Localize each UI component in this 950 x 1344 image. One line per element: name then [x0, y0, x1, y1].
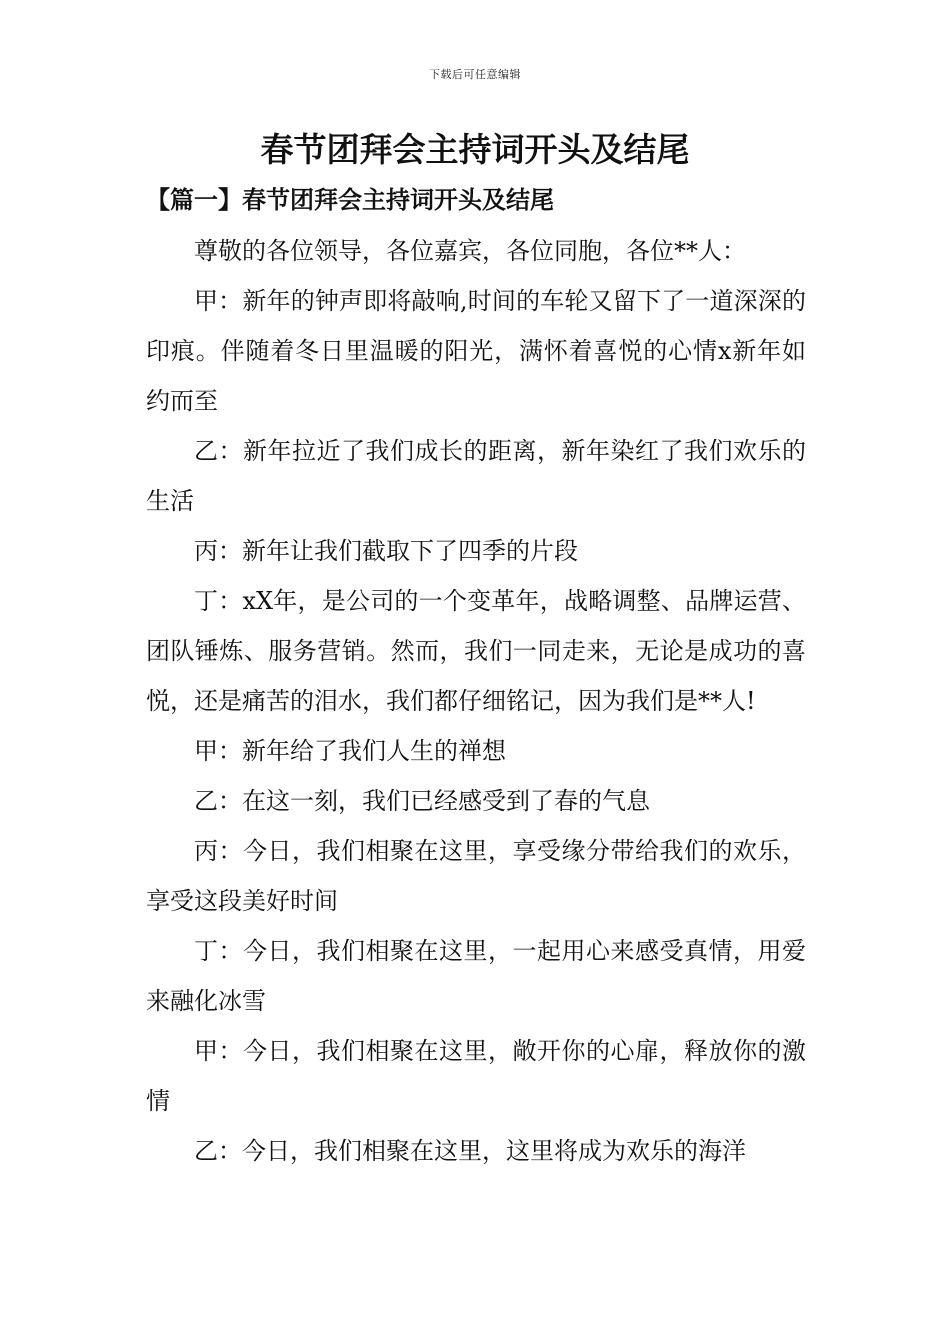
paragraph: 乙：新年拉近了我们成长的距离，新年染红了我们欢乐的生活: [146, 437, 806, 515]
document-title: 春节团拜会主持词开头及结尾: [260, 130, 690, 169]
section-heading: 【篇一】春节团拜会主持词开头及结尾: [146, 185, 554, 214]
paragraph: 甲：新年给了我们人生的禅想: [194, 737, 506, 765]
paragraph: 丁：xX年，是公司的一个变革年，战略调整、品牌运营、团队锤炼、服务营销。然而，我们一同走来，无论是成功的喜悦，还是痛苦的泪水，我们都仔细铭记，因为我们是**人!: [146, 587, 806, 715]
paragraph: 丁：今日，我们相聚在这里，一起用心来感受真情，用爱来融化冰雪: [146, 937, 806, 1015]
paragraph-greeting: 尊敬的各位领导，各位嘉宾，各位同胞，各位**人：: [194, 237, 746, 265]
paragraph: 甲：新年的钟声即将敲响,时间的车轮又留下了一道深深的印痕。伴随着冬日里温暖的阳光，满怀着喜悦的心情x新年如约而至: [146, 287, 806, 415]
paragraph: 丙：今日，我们相聚在这里，享受缘分带给我们的欢乐，享受这段美好时间: [146, 837, 806, 915]
header-note: 下载后可任意编辑: [429, 68, 521, 81]
paragraph: 乙：在这一刻，我们已经感受到了春的气息: [194, 787, 650, 815]
paragraph: 甲：今日，我们相聚在这里，敞开你的心扉，释放你的激情: [146, 1037, 806, 1115]
paragraph: 丙：新年让我们截取下了四季的片段: [194, 537, 578, 565]
paragraph: 乙：今日，我们相聚在这里，这里将成为欢乐的海洋: [194, 1137, 746, 1165]
document-body: [146, 226, 806, 1176]
